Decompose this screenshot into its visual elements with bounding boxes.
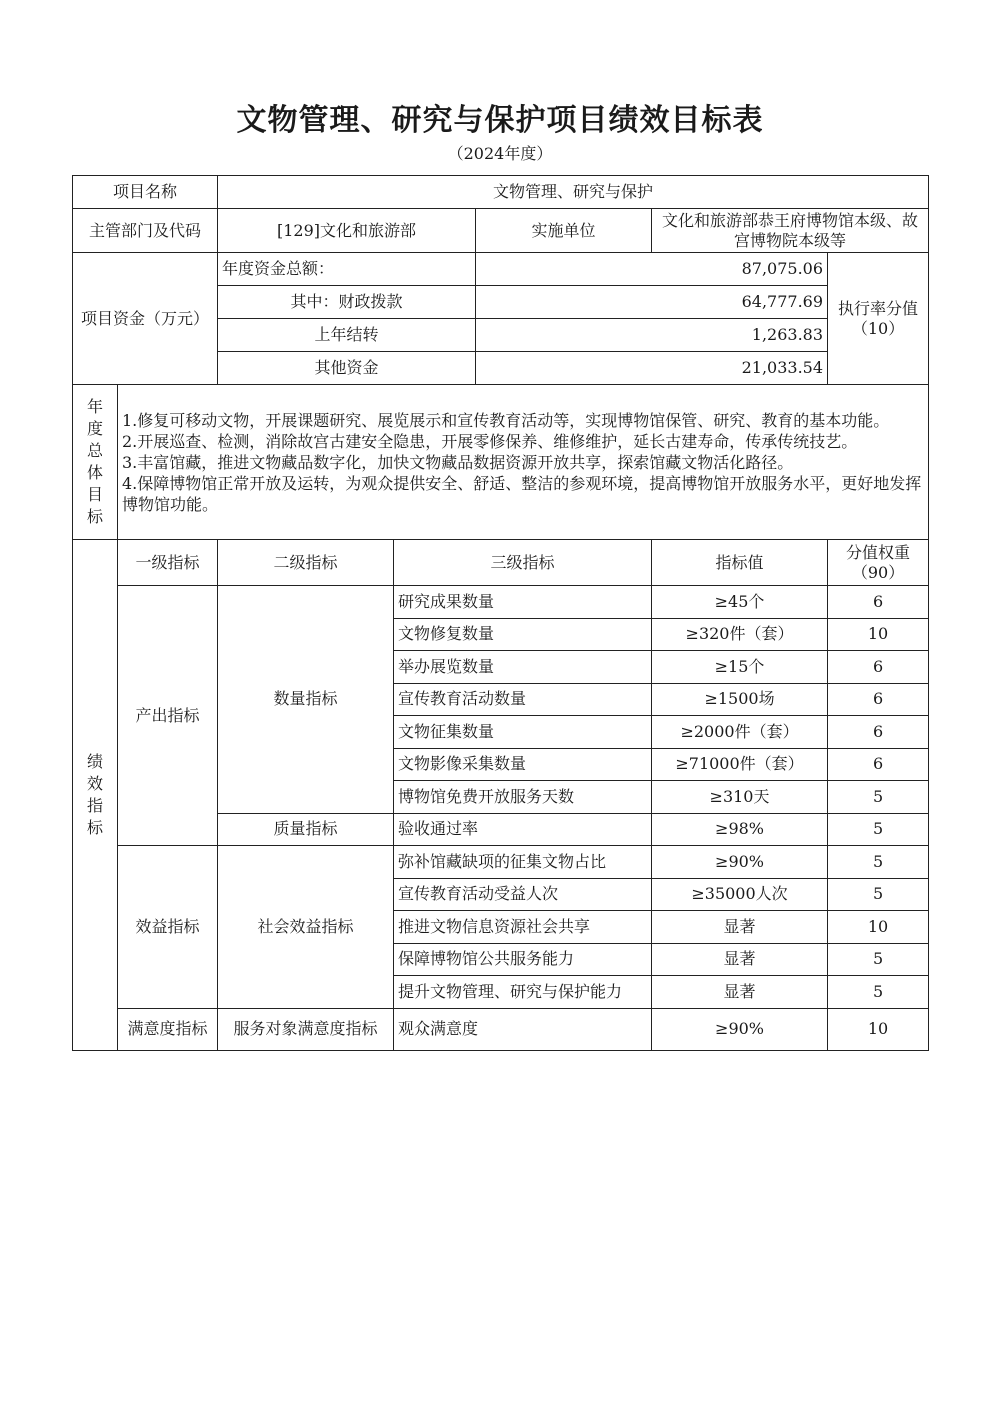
indicator-name: 推进文物信息资源社会共享: [394, 911, 652, 944]
indicator-name: 文物影像采集数量: [394, 748, 652, 781]
indicator-weight: 5: [828, 846, 929, 879]
funds-label: 项目资金（万元）: [73, 253, 218, 385]
indicator-name: 提升文物管理、研究与保护能力: [394, 976, 652, 1009]
funds-total-label: 年度资金总额：: [218, 253, 476, 286]
performance-table: [72, 175, 929, 1051]
goal-item: 3.丰富馆藏，推进文物藏品数字化，加快文物藏品数据资源开放共享，探索馆藏文物活化路径。: [122, 452, 794, 472]
funds-total-value: 87,075.06: [476, 253, 828, 286]
indicator-value: ≥1500场: [652, 683, 828, 716]
goal-item: 1.修复可移动文物，开展课题研究、展览展示和宣传教育活动等，实现博物馆保管、研究、教育的基本功能。: [122, 410, 890, 430]
indicator-weight: 5: [828, 943, 929, 976]
header-level3: 三级指标: [394, 540, 652, 586]
department-value: [129]文化和旅游部: [218, 209, 476, 253]
indicator-weight: 5: [828, 781, 929, 814]
goal-item: 2.开展巡查、检测，消除故宫古建安全隐患，开展零修保养、维修维护，延长古建寿命，传承传统技艺。: [122, 431, 858, 451]
indicator-value: ≥45个: [652, 586, 828, 619]
indicator-weight: 6: [828, 716, 929, 749]
department-row: [73, 209, 929, 253]
indicator-weight: 6: [828, 586, 929, 619]
header-weight: 分值权重（90）: [828, 540, 929, 586]
table-row: [73, 586, 929, 619]
project-name-row: [73, 176, 929, 209]
indicator-weight: 5: [828, 813, 929, 846]
indicator-name: 弥补馆藏缺项的征集文物占比: [394, 846, 652, 879]
benefit-indicator-label: 效益指标: [118, 846, 218, 1009]
indicator-weight: 5: [828, 976, 929, 1009]
annual-goals-row: [73, 385, 929, 540]
indicator-weight: 6: [828, 683, 929, 716]
indicator-name: 观众满意度: [394, 1008, 652, 1050]
funds-carryover-label: 上年结转: [218, 319, 476, 352]
output-indicator-label: 产出指标: [118, 586, 218, 846]
satisfaction-indicator-label: 满意度指标: [118, 1008, 218, 1050]
funds-row: [73, 253, 929, 286]
header-level1: 一级指标: [118, 540, 218, 586]
indicator-weight: 10: [828, 1008, 929, 1050]
page-subtitle: （2024年度）: [447, 144, 553, 163]
funds-fiscal-label: 其中：财政拨款: [218, 286, 476, 319]
indicator-value: ≥2000件（套）: [652, 716, 828, 749]
social-benefit-indicator-label: 社会效益指标: [218, 846, 394, 1009]
project-name-label: 项目名称: [73, 176, 218, 209]
indicator-value: ≥35000人次: [652, 878, 828, 911]
funds-other-label: 其他资金: [218, 352, 476, 385]
indicator-name: 宣传教育活动数量: [394, 683, 652, 716]
indicator-name: 文物征集数量: [394, 716, 652, 749]
indicator-value: ≥71000件（套）: [652, 748, 828, 781]
quantity-indicator-label: 数量指标: [218, 586, 394, 814]
indicator-value: 显著: [652, 943, 828, 976]
annual-goals-content: [118, 385, 929, 540]
quality-indicator-label: 质量指标: [218, 813, 394, 846]
indicator-value: ≥90%: [652, 1008, 828, 1050]
indicator-value: 显著: [652, 911, 828, 944]
annual-goals-label: 年度总体目标: [73, 385, 118, 540]
indicator-name: 举办展览数量: [394, 651, 652, 684]
project-name-value: 文物管理、研究与保护: [218, 176, 929, 209]
implementing-unit-label: 实施单位: [476, 209, 652, 253]
implementing-unit-value: 文化和旅游部恭王府博物馆本级、故宫博物院本级等: [652, 209, 929, 253]
header-level2: 二级指标: [218, 540, 394, 586]
indicator-weight: 6: [828, 748, 929, 781]
indicator-name: 保障博物馆公共服务能力: [394, 943, 652, 976]
funds-fiscal-value: 64,777.69: [476, 286, 828, 319]
indicator-value: ≥310天: [652, 781, 828, 814]
service-satisfaction-indicator-label: 服务对象满意度指标: [218, 1008, 394, 1050]
header-value: 指标值: [652, 540, 828, 586]
indicator-name: 博物馆免费开放服务天数: [394, 781, 652, 814]
funds-other-value: 21,033.54: [476, 352, 828, 385]
indicator-header-row: [73, 540, 929, 586]
indicator-name: 文物修复数量: [394, 618, 652, 651]
indicators-label: 绩效指标: [73, 540, 118, 1051]
table-row: [73, 846, 929, 879]
page-title: 文物管理、研究与保护项目绩效目标表: [236, 103, 764, 138]
indicator-value: 显著: [652, 976, 828, 1009]
indicator-name: 验收通过率: [394, 813, 652, 846]
goal-item: 4.保障博物馆正常开放及运转，为观众提供安全、舒适、整洁的参观环境，提高博物馆开放服务水平，更好地发挥博物馆功能。: [122, 473, 922, 514]
indicator-weight: 10: [828, 911, 929, 944]
indicator-value: ≥320件（套）: [652, 618, 828, 651]
indicator-name: 宣传教育活动受益人次: [394, 878, 652, 911]
funds-carryover-value: 1,263.83: [476, 319, 828, 352]
indicator-value: ≥98%: [652, 813, 828, 846]
indicator-weight: 5: [828, 878, 929, 911]
table-row: [73, 1008, 929, 1050]
execution-rate-label: 执行率分值（10）: [828, 253, 929, 385]
indicator-name: 研究成果数量: [394, 586, 652, 619]
department-label: 主管部门及代码: [73, 209, 218, 253]
indicator-weight: 10: [828, 618, 929, 651]
indicator-value: ≥90%: [652, 846, 828, 879]
indicator-value: ≥15个: [652, 651, 828, 684]
indicator-weight: 6: [828, 651, 929, 684]
